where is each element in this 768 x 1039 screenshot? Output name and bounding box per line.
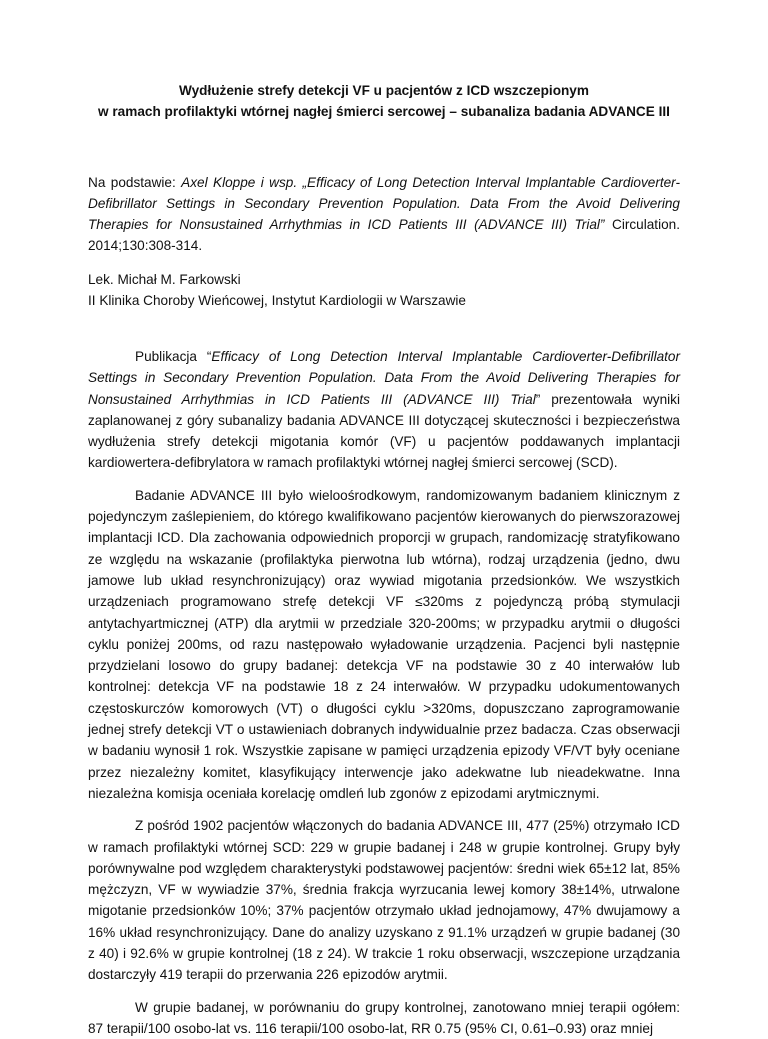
paragraph-4: W grupie badanej, w porównaniu do grupy kontrolnej, zanotowano mniej terapii ogółem: 87 terapii/100 osobo-lat vs. 116 terapii/100 osobo-lat, RR 0.75 (95% CI, 0.61–0.93) oraz mniej xyxy=(88,999,680,1036)
title-line-1: Wydłużenie strefy detekcji VF u pacjentów z ICD wszczepionym xyxy=(179,83,589,98)
author-affiliation: II Klinika Choroby Wieńcowej, Instytut Kardiologii w Warszawie xyxy=(88,293,466,308)
paragraph-1-rest: ” prezentowała wyniki zaplanowanej z góry subanalizy badania ADVANCE III dotyczącej skuteczności i bezpieczeństwa wydłużenia strefy detekcji migotania komór (VF) u pacjentów poddawanych implantacji kardiowertera-defibrylatora w ramach profilaktyki wtórnej nagłej śmierci sercowej (SCD). xyxy=(88,391,680,471)
source-prefix: Na podstawie: xyxy=(88,175,182,190)
source-citation xyxy=(88,172,680,256)
paragraph-2: Badanie ADVANCE III było wieloośrodkowym, randomizowanym badaniem klinicznym z pojedynczym zaślepieniem, do którego kwalifikowano pacjentów kierowanych do pierwszorazowej implantacji ICD. Dla zachowania odpowiednich proporcji w grupach, randomizację stratyfikowano ze względu na wskazanie (profilaktyka pierwotna lub wtórna), rodzaj urządzenia (jedno, dwu jamowe lub układ resynchronizujący) oraz wywiad migotania przedsionków. We wszystkich urządzeniach programowano strefę detekcji VF ≤320ms z pojedynczą próbą stymulacji antytachyartmicznej (ATP) dla arytmii w przedziale 320-200ms; w przypadku arytmii o długości cyklu poniżej 200ms, od razu następowało wyładowanie urządzenia. Pacjenci byli następnie przydzielani losowo do grupy badanej: detekcja VF na podstawie 30 z 40 interwałów lub kontrolnej: detekcja VF na podstawie 18 z 24 interwałów. W przypadku udokumentowanych częstoskurczów komorowych (VT) o długości cyklu >320ms, dopuszczano zaprogramowanie jednej strefy detekcji VT o ustawieniach dobranych indywidualnie przez badacza. Czas obserwacji w badaniu wynosił 1 rok. Wszystkie zapisane w pamięci urządzenia epizody VF/VT były oceniane przez niezależny komitet, klasyfikujący interwencje jako adekwatne lub nieadekwatne. Inna niezależna komisja oceniała korelację omdleń lub zgonów z epizodami arytmicznymi. xyxy=(88,487,680,801)
source-journal: Circulation. 2014;130:308-314. xyxy=(88,217,680,253)
paragraph-1 xyxy=(88,346,680,474)
title-line-2: w ramach profilaktyki wtórnej nagłej śmierci sercowej – subanaliza badania ADVANCE III xyxy=(98,104,670,119)
paragraph-1-start: Publikacja “ xyxy=(135,349,212,364)
author-block xyxy=(88,269,680,311)
author-name: Lek. Michał M. Farkowski xyxy=(88,272,241,287)
paragraph-3: Z pośród 1902 pacjentów włączonych do badania ADVANCE III, 477 (25%) otrzymało ICD w ramach profilaktyki wtórnej SCD: 229 w grupie badanej i 248 w grupie kontrolnej. Grupy były porównywalne pod względem charakterystyki podstawowej pacjentów: średni wiek 65±12 lat, 85% mężczyzn, VF w wywiadzie 37%, średnia frakcja wyrzucania lewej komory 38±14%, utrwalone migotanie przedsionków 10%; 37% pacjentów otrzymało układ jednojamowy, 47% dwujamowy a 16% układ resynchronizujący. Dane do analizy uzyskano z 91.1% urządzeń w grupie badanej (30 z 40) i 92.6% w grupie kontrolnej (18 z 24). W trakcie 1 roku obserwacji, wszczepione urządzania dostarczyły 419 terapii do przerwania 226 epizodów arytmii. xyxy=(88,818,680,983)
source-authors-title: Axel Kloppe i wsp. „Efficacy of Long Detection Interval Implantable Cardioverter-Defibrillator Settings in Secondary Prevention Population. Data From the Avoid Delivering Therapies for Nonsustained Arrhythmias in ICD Patients III (ADVANCE III) Trial” xyxy=(88,175,680,232)
paragraph-1-title: Efficacy of Long Detection Interval Implantable Cardioverter-Defibrillator Settings in Secondary Prevention Population. Data From the Avoid Delivering Therapies for Nonsustained Arrhythmias in ICD Patients III (ADVANCE III) Trial xyxy=(88,349,681,407)
document-title xyxy=(88,80,680,122)
